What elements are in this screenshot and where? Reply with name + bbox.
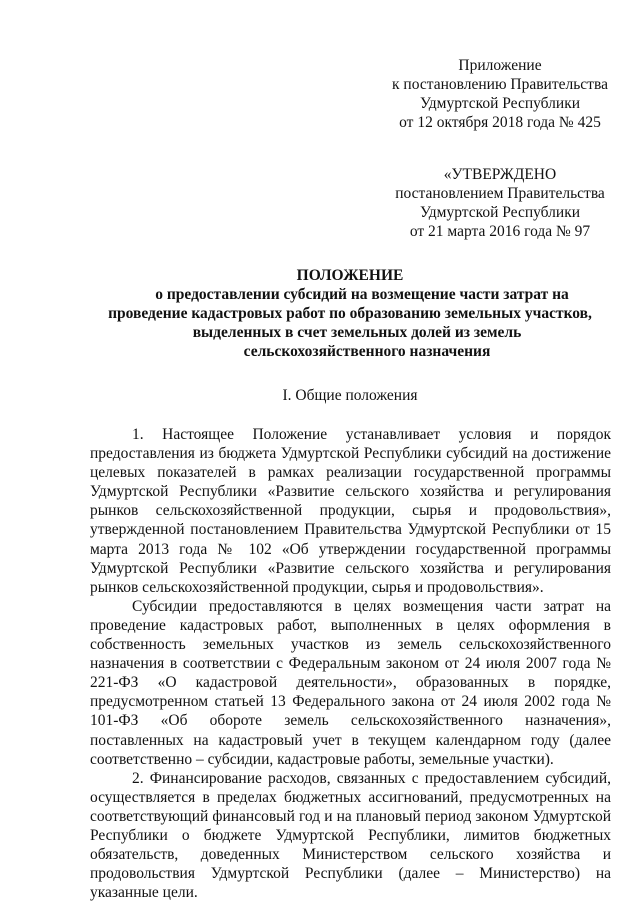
approved-line-4: от 21 марта 2016 года № 97: [409, 223, 591, 240]
approved-block: [380, 165, 620, 241]
approved-line-3: Удмуртской Республики: [419, 204, 581, 221]
paragraph-2: Субсидии предоставляются в целях возмещения части затрат на проведение кадастровых работ, выполненных в целях оформления в собственность земельных участков из земель сельскохозяйственного назначения в соответствии с Федеральным законом от 24 июля 2007 года № 221-ФЗ «О кадастровой деятельности», образованных в порядке, предусмотренном статьей 13 Федерального закона от 24 июля 2002 года № 101-ФЗ «Об обороте земель сельскохозяйственного назначения», поставленных на кадастровый учет в текущем календарном году (далее соответственно – субсидии, кадастровые работы, земельные участки).: [90, 597, 611, 768]
appendix-line-3: Удмуртской Республики: [419, 95, 581, 112]
document-title: [90, 266, 610, 361]
title-line-2: проведение кадастровых работ по образованию земельных участков,: [108, 305, 592, 322]
approved-line-2: постановлением Правительства: [395, 185, 605, 202]
appendix-block: [380, 56, 620, 132]
approved-line-1: «УТВЕРЖДЕНО: [443, 166, 557, 183]
appendix-line-4: от 12 октября 2018 года № 425: [399, 114, 601, 131]
title-line-1: о предоставлении субсидий на возмещение части затрат на: [155, 286, 569, 303]
paragraph-1: 1. Настоящее Положение устанавливает условия и порядок предоставления из бюджета Удмуртской Республики субсидий на достижение целевых показателей в рамках реализации государственной программы Удмуртской Республики «Развитие сельского хозяйства и регулирования рынков сельскохозяйственной продукции, сырья и продовольствия», утвержденной постановлением Правительства Удмуртской Республики от 15 марта 2013 года № 102 «Об утверждении государственной программы Удмуртской Республики «Развитие сельского хозяйства и регулирования рынков сельскохозяйственной продукции, сырья и продовольствия».: [90, 426, 611, 596]
title-line-3: выделенных в счет земельных долей из земель: [192, 324, 522, 341]
title-line-4: сельскохозяйственного назначения: [243, 343, 491, 360]
document-body: [90, 425, 611, 902]
paragraph-3: 2. Финансирование расходов, связанных с предоставлением субсидий, осуществляется в пределах бюджетных ассигнований, предусмотренных на соответствующий финансовый год и на плановый период законом Удмуртской Республики о бюджете Удмуртской Республики, лимитов бюджетных обязательств, доведенных Министерством сельского хозяйства и продовольствия Удмуртской Республики (далее – Министерство) на указанные цели.: [90, 769, 611, 902]
appendix-line-1: Приложение: [458, 57, 542, 74]
appendix-line-2: к постановлению Правительства: [392, 76, 608, 93]
section-heading: I. Общие положения: [282, 387, 418, 404]
title-heading: ПОЛОЖЕНИЕ: [296, 267, 404, 284]
